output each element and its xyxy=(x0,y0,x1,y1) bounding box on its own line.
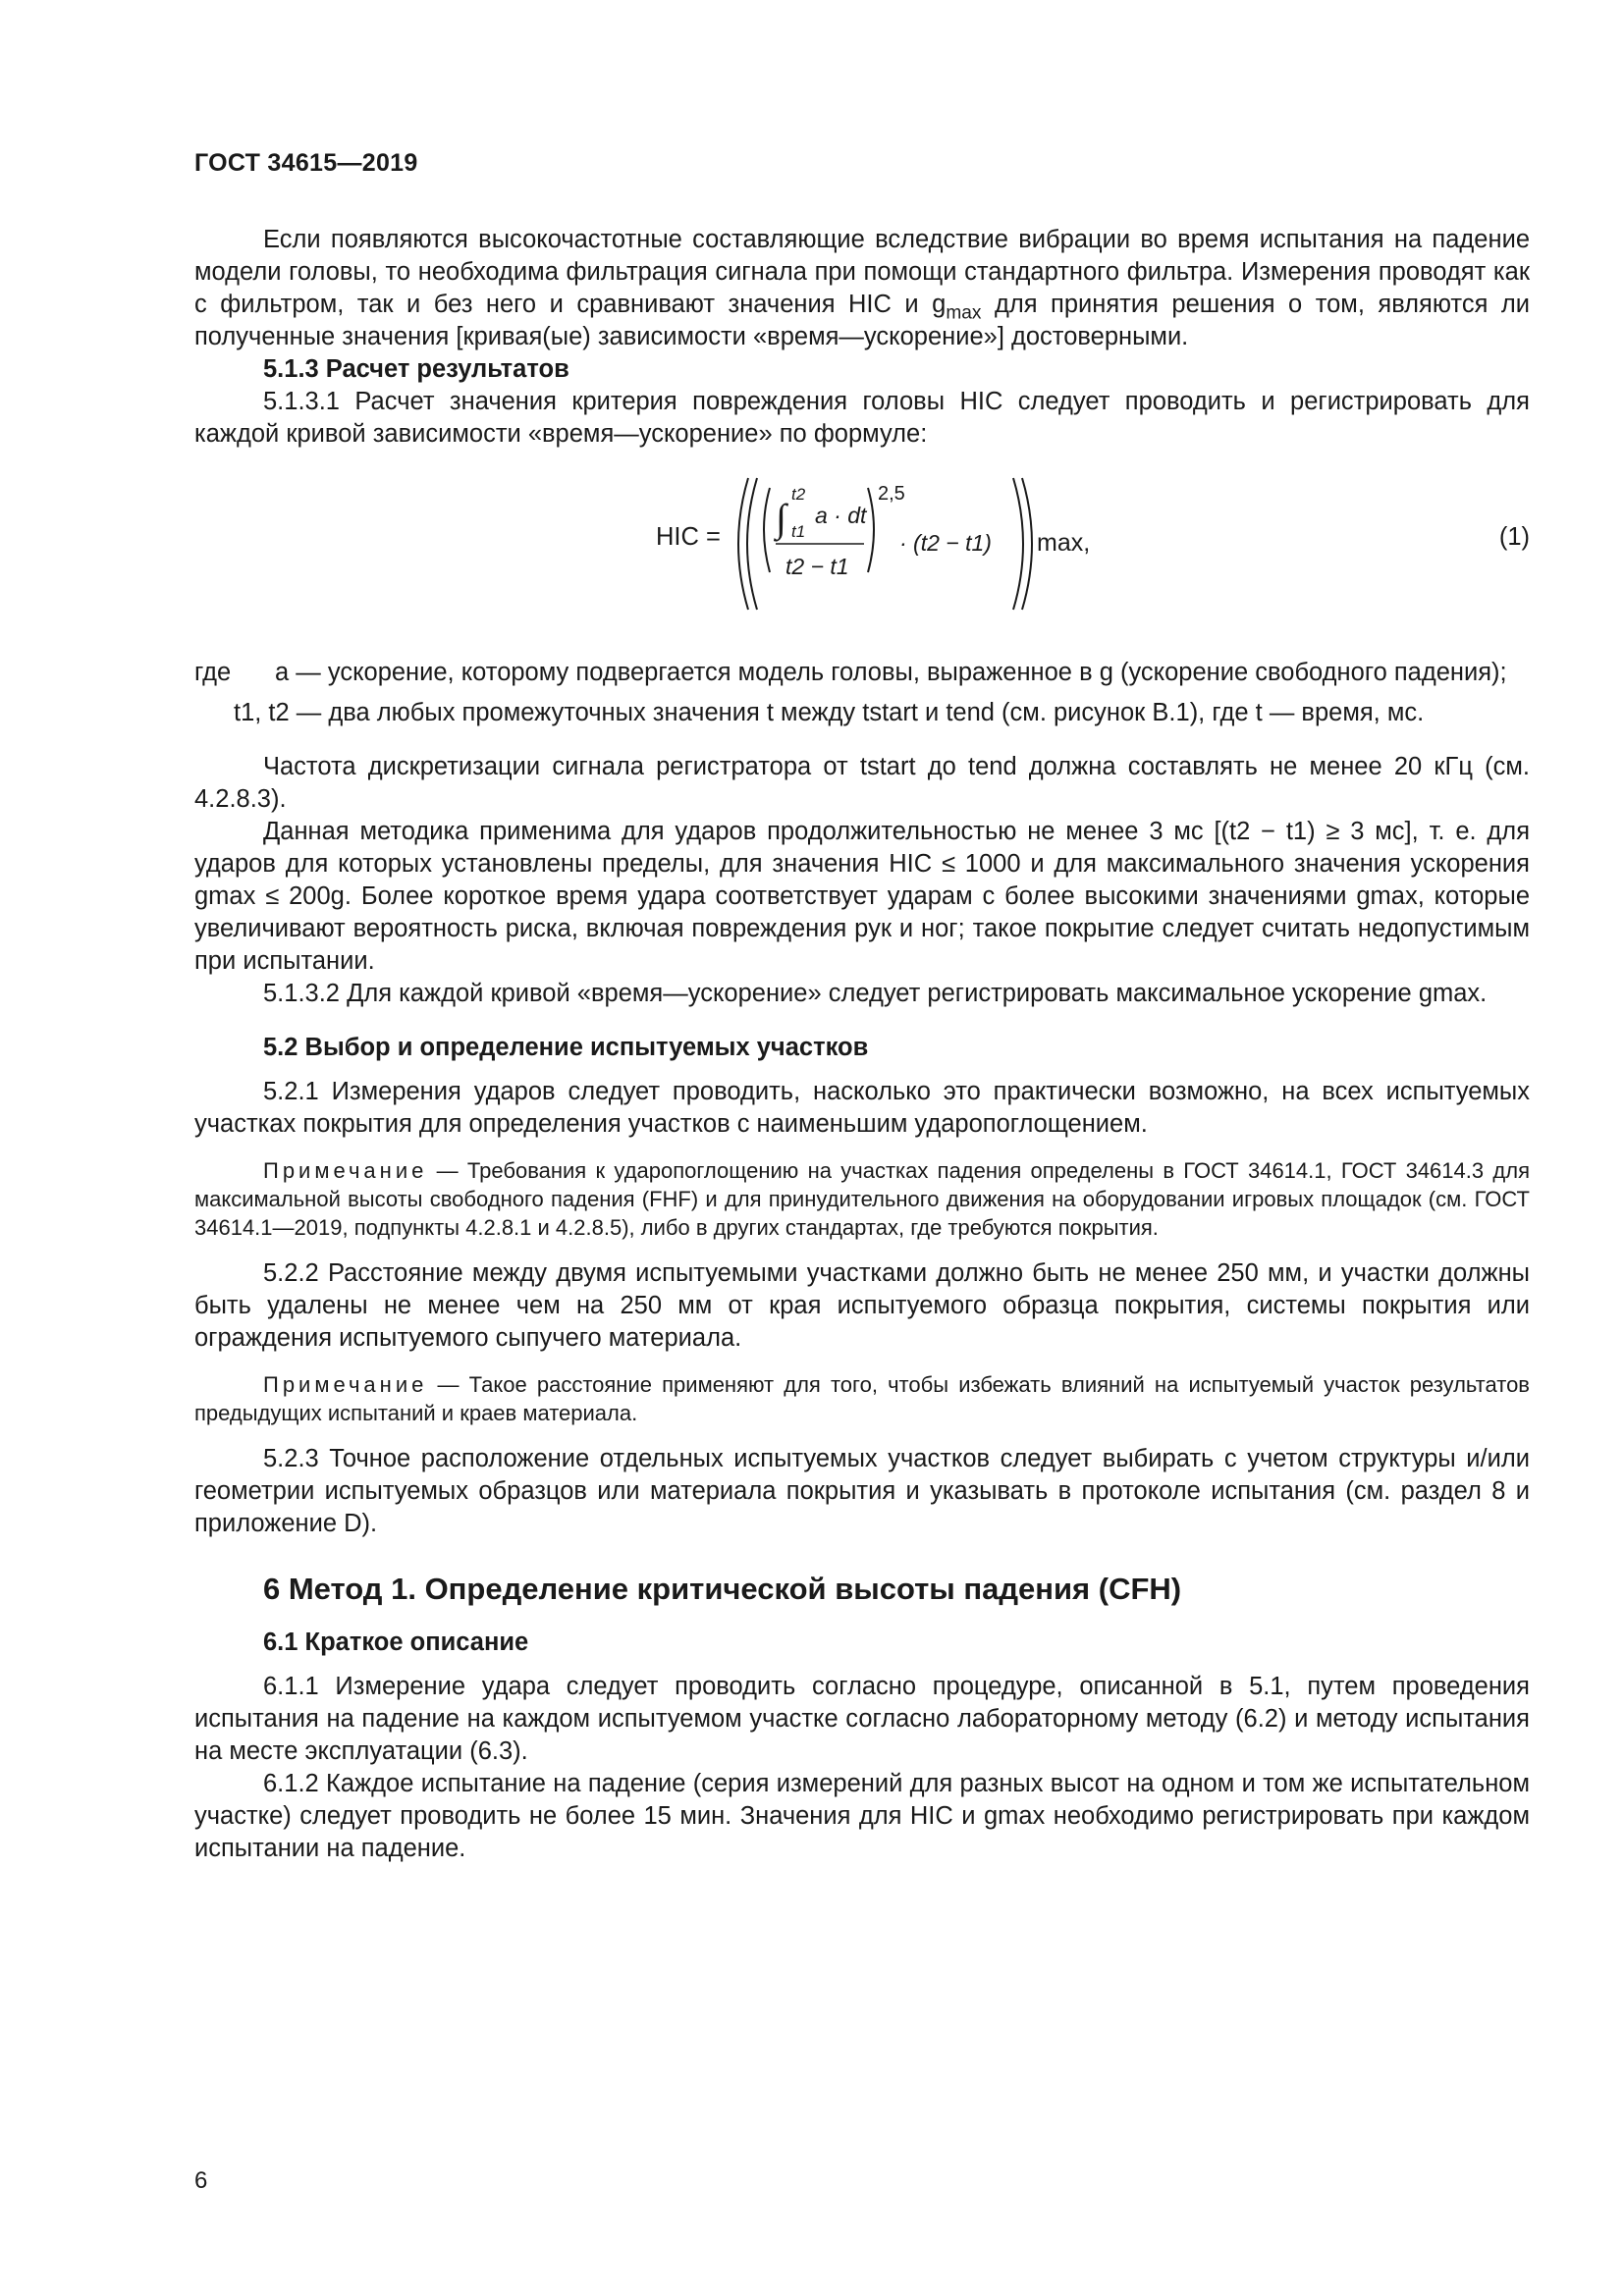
heading-6: 6 Метод 1. Определение критической высоты падения (CFH) xyxy=(263,1572,1182,1606)
paragraph-5-2-3: 5.2.3 Точное расположение отдельных испытуемых участков следует выбирать с учетом структуры и/или геометрии испытуемых образцов или материала покрытия и указывать в протоколе испытания (см. раздел 8 и приложение D). xyxy=(194,1445,1530,1537)
formula-denominator: t2 − t1 xyxy=(785,554,849,579)
where-a-definition: a — ускорение, которому подвергается модель головы, выраженное в g (ускорение свободного падения); xyxy=(275,659,1507,686)
formula-exponent: 2,5 xyxy=(878,483,905,505)
paragraph-5-1-3-2: 5.1.3.2 Для каждой кривой «время—ускорение» следует регистрировать максимальное ускорение gmax. xyxy=(263,980,1488,1007)
heading-5-2: 5.2 Выбор и определение испытуемых участков xyxy=(263,1034,869,1061)
paragraph-6-1-1: 6.1.1 Измерение удара следует проводить согласно процедуре, описанной в 5.1, путем проведения испытания на падение на каждом испытуемом участке согласно лабораторному методу (6.2) и методу испытания на месте эксплуатации (6.3). xyxy=(194,1673,1530,1765)
paragraph-5-1-3-1: 5.1.3.1 Расчет значения критерия повреждения головы HIC следует проводить и регистрировать для каждой кривой зависимости «время—ускорение» по формуле: xyxy=(194,388,1530,448)
paragraph-5-2-1: 5.2.1 Измерения ударов следует проводить, насколько это практически возможно, на всех испытуемых участках покрытия для определения участков с наименьшим ударопоглощением. xyxy=(194,1078,1530,1138)
heading-5-1-3: 5.1.3 Расчет результатов xyxy=(263,355,569,383)
where-block xyxy=(194,657,1530,729)
formula-graphic xyxy=(725,470,1137,617)
page-number: 6 xyxy=(194,2167,208,2194)
paragraph-method-applicability: Данная методика применима для ударов продолжительностью не менее 3 мс [(t2 − t1) ≥ 3 мс], т. е. для ударов для которых установлены пределы, для значения HIC ≤ 1000 и для максимального значения ускорения gmax ≤ 200g. Более короткое время удара соответствует ударам с более высокими значениями gmax, которые увеличивают вероятность риска, включая повреждения рук и ног; такое покрытие следует считать недопустимым при испытании. xyxy=(194,818,1530,975)
formula-number: (1) xyxy=(1498,523,1530,551)
where-label: где xyxy=(194,659,232,686)
formula-lower-limit: t1 xyxy=(791,522,806,541)
heading-6-1: 6.1 Краткое описание xyxy=(263,1629,529,1656)
svg-text:∫: ∫ xyxy=(776,496,786,540)
formula-suffix: max, xyxy=(1037,529,1091,557)
formula-integrand: a · dt xyxy=(815,503,867,528)
paragraph-filtering: Если появляются высокочастотные составляющие вследствие вибрации во время испытания на падение модели головы, то необходима фильтрация сигнала при помощи стандартного фильтра. Измерения проводят как с фильтром, так и без него и сравнивают значения HIC и $g_{max}$ для принятия решения о том, являются ли полученные значения [кривая(ые) зависимости «время—ускорение»] достоверными. xyxy=(194,226,1530,350)
formula-upper-limit: t2 xyxy=(791,485,806,504)
where-t-definition: t1, t2 — два любых промежуточных значения t между tstart и tend (см. рисунок В.1), где t — время, мс. xyxy=(234,699,1425,726)
formula-multiplier: · (t2 − t1) xyxy=(899,530,992,556)
document-header: ГОСТ 34615—2019 xyxy=(194,149,418,177)
paragraph-6-1-2: 6.1.2 Каждое испытание на падение (серия измерений для разных высот на одном и том же испытательном участке) следует проводить не более 15 мин. Значения для HIC и gmax необходимо регистрировать при каждом испытании на падение. xyxy=(194,1770,1530,1862)
document-body xyxy=(194,224,1530,1865)
formula-lhs: HIC = xyxy=(656,523,721,551)
note-1: Примечание — Требования к ударопоглощению на участках падения определены в ГОСТ 34614.1, ГОСТ 34614.3 для максимальной высоты свободного падения (FHF) и для принудительного движения на оборудовании игровых площадок (см. ГОСТ 34614.1—2019, подпункты 4.2.8.1 и 4.2.8.5), либо в других стандартах, где требуются покрытия. xyxy=(194,1158,1530,1240)
paragraph-5-2-2: 5.2.2 Расстояние между двумя испытуемыми участками должно быть не менее 250 мм, и участки должны быть удалены не менее чем на 250 мм от края испытуемого образца покрытия, системы покрытия или ограждения испытуемого сыпучего материала. xyxy=(194,1259,1530,1352)
paragraph-sampling-frequency: Частота дискретизации сигнала регистратора от tstart до tend должна составлять не менее 20 кГц (см. 4.2.8.3). xyxy=(194,753,1530,813)
note-2: Примечание — Такое расстояние применяют для того, чтобы избежать влияний на испытуемый участок результатов предыдущих испытаний и краев материала. xyxy=(194,1372,1530,1425)
formula-hic xyxy=(194,470,1530,617)
